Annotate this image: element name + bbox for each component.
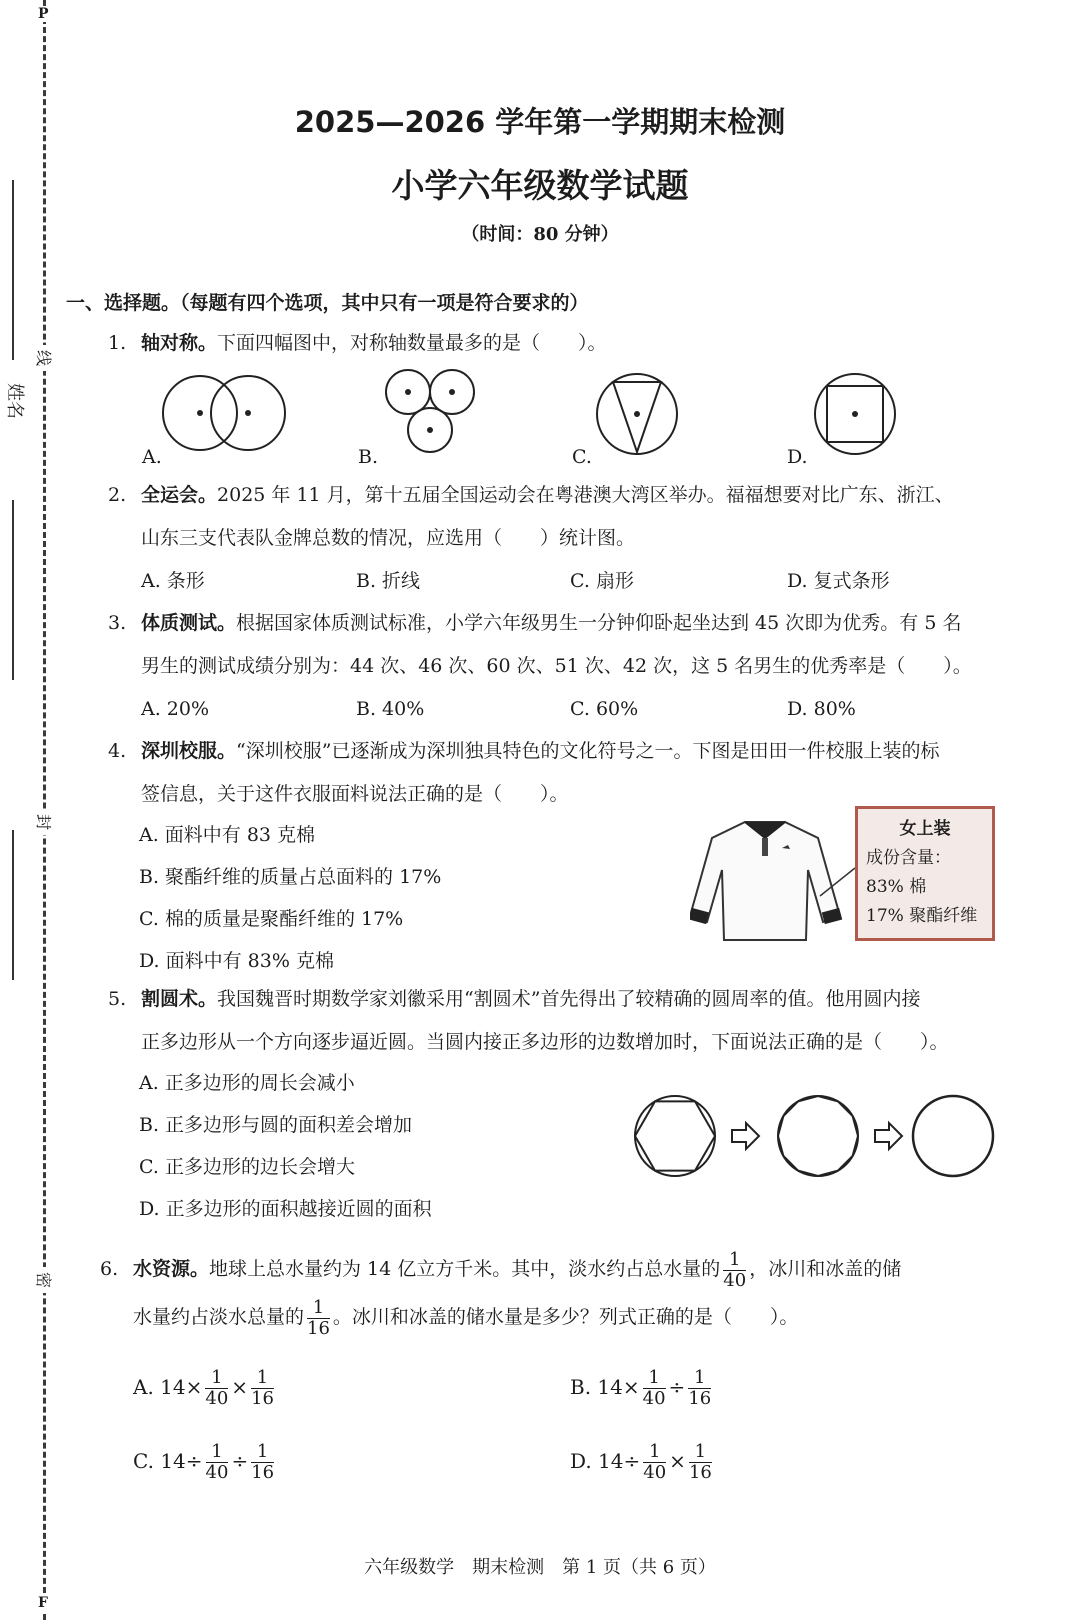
option-label: C. (133, 1449, 154, 1473)
frac-denominator: 16 (251, 1462, 275, 1483)
q6-body1a: 地球上总水量约为 14 亿立方千米。其中，淡水约占总水量的 (209, 1258, 721, 1280)
q4-option-b: B. 聚酯纤维的质量占总面料的 17% (139, 866, 442, 888)
q4-line1 (141, 730, 939, 772)
q6-body2a: 水量约占淡水总量的 (133, 1306, 305, 1328)
q2-number: 2. (108, 484, 127, 506)
frac-denominator: 40 (642, 1388, 666, 1409)
q2-option-c: C. 扇形 (570, 570, 634, 592)
q2-line1 (141, 474, 954, 516)
q5-line2: 正多边形从一个方向逐步逼近圆。当圆内接正多边形的边数增加时，下面说法正确的是（ ）。 (141, 1031, 949, 1053)
tag-line2: 83% 棉 (866, 877, 927, 897)
exam-title: 2025—2026 学年第一学期期末检测 (294, 105, 786, 139)
frac-numerator: 1 (205, 1368, 228, 1389)
name-label: 姓名 (4, 383, 25, 419)
q3-number: 3. (108, 612, 127, 634)
q4-topic: 深圳校服。 (141, 740, 237, 762)
frac-denominator: 40 (205, 1462, 229, 1483)
q1-figure-d (815, 374, 895, 454)
frac-numerator: 1 (251, 1368, 274, 1389)
frac-denominator: 16 (688, 1462, 712, 1483)
school-uniform-illustration (690, 808, 860, 948)
time-note: （时间：80 分钟） (461, 224, 619, 245)
q3-body1: 根据国家体质测试标准，小学六年级男生一分钟仰卧起坐达到 45 次即为优秀。有 5 名 (236, 612, 962, 634)
clothing-label-tag (855, 806, 995, 941)
frac-denominator: 40 (723, 1269, 747, 1291)
q1-body: 下面四幅图中，对称轴数量最多的是（ ）。 (217, 332, 607, 354)
option-lead: 14× (160, 1375, 203, 1399)
q6-line1 (133, 1248, 901, 1291)
option-operator: ÷ (668, 1375, 686, 1399)
q4-number: 4. (108, 740, 127, 762)
frac-numerator: 1 (206, 1442, 229, 1463)
dodecagon-in-circle (778, 1096, 858, 1176)
q2-option-a: A. 条形 (141, 570, 205, 592)
arrow-right-icon (875, 1123, 902, 1149)
near-circle-polygon (913, 1096, 993, 1176)
q2-line2: 山东三支代表队金牌总数的情况，应选用（ ）统计图。 (141, 527, 636, 549)
option-lead: 14× (597, 1375, 640, 1399)
q3-line2: 男生的测试成绩分别为：44 次、46 次、60 次、51 次、42 次，这 5 名男生的优秀率是（ ）。 (141, 655, 972, 677)
q2-option-d: D. 复式条形 (787, 570, 890, 592)
tag-title: 女上装 (899, 819, 951, 839)
q6-topic: 水资源。 (133, 1258, 210, 1280)
q1-option-b: B. (358, 446, 379, 468)
q2-option-b: B. 折线 (356, 570, 421, 592)
option-operator: × (669, 1449, 686, 1473)
tag-line3: 17% 聚酯纤维 (866, 906, 978, 926)
option-label: B. (570, 1375, 592, 1399)
q3-line1 (141, 602, 961, 644)
q1-figure-b (386, 370, 474, 452)
fraction (643, 1442, 666, 1483)
frac-numerator: 1 (689, 1442, 712, 1463)
q6-number: 6. (100, 1258, 119, 1280)
q2-body1: 2025 年 11 月，第十五届全国运动会在粤港澳大湾区举办。福福想要对比广东、浙江、 (217, 484, 954, 506)
arrow-right-icon (732, 1123, 759, 1149)
q4-body1: “深圳校服”已逐渐成为深圳独具特色的文化符号之一。下图是田田一件校服上装的标 (236, 740, 940, 762)
q1-figure-a (163, 376, 285, 450)
fraction (643, 1368, 666, 1409)
option-lead: 14÷ (598, 1449, 641, 1473)
q5-option-b: B. 正多边形与圆的面积差会增加 (139, 1114, 413, 1136)
frac-numerator: 1 (251, 1442, 274, 1463)
q1-topic: 轴对称。 (141, 332, 218, 354)
q4-option-a: A. 面料中有 83 克棉 (139, 824, 316, 846)
q6-fraction-a (723, 1250, 746, 1291)
q2-topic: 全运会。 (141, 484, 218, 506)
frac-numerator: 1 (307, 1298, 330, 1319)
section-heading: 一、选择题。（每题有四个选项，其中只有一项是符合要求的） (66, 292, 589, 314)
tag-line1: 成份含量： (866, 848, 951, 868)
q5-option-a: A. 正多边形的周长会减小 (139, 1072, 355, 1094)
fraction (251, 1368, 274, 1409)
fraction (688, 1368, 711, 1409)
fraction (251, 1442, 274, 1483)
frac-denominator: 16 (307, 1317, 330, 1339)
q1-number: 1. (108, 332, 127, 354)
q5-number: 5. (108, 988, 127, 1010)
frac-denominator: 40 (205, 1388, 229, 1409)
q4-line2: 签信息，关于这件衣服面料说法正确的是（ ）。 (141, 783, 569, 805)
q4-option-d: D. 面料中有 83% 克棉 (139, 950, 334, 972)
q5-topic: 割圆术。 (141, 988, 218, 1010)
q3-option-d: D. 80% (787, 698, 856, 720)
q6-body1b: ，冰川和冰盖的储 (749, 1258, 902, 1280)
page-footer: 六年级数学 期末检测 第 1 页（共 6 页） (364, 1557, 716, 1578)
q3-option-a: A. 20% (141, 698, 210, 720)
name-blank (12, 180, 14, 360)
secret-line-char: 密 (29, 1267, 57, 1293)
q6-option-c (133, 1442, 277, 1483)
option-operator: × (231, 1375, 249, 1399)
frac-denominator: 40 (643, 1462, 667, 1483)
fraction (689, 1442, 712, 1483)
q3-option-b: B. 40% (356, 698, 425, 720)
circle-cutting-diagram (630, 1090, 1000, 1190)
q1-option-a: A. (142, 446, 162, 468)
class-blank (12, 500, 14, 680)
q6-body2b: 。冰川和冰盖的储水量是多少？列式正确的是（ ）。 (332, 1306, 799, 1328)
option-label: A. (133, 1375, 154, 1399)
frac-numerator: 1 (643, 1442, 666, 1463)
frac-numerator: 1 (643, 1368, 666, 1389)
fraction (205, 1368, 228, 1409)
q6-fraction-b (307, 1298, 330, 1339)
hexagon-in-circle (635, 1096, 715, 1176)
frac-denominator: 16 (251, 1388, 274, 1409)
q1-figures (130, 368, 1000, 468)
cut-line-char: 线 (29, 345, 57, 371)
q5-body1: 我国魏晋时期数学家刘徽采用“割圆术”首先得出了较精确的圆周率的值。他用圆内接 (217, 988, 921, 1010)
bottom-edge-mark: F (38, 1595, 48, 1611)
q1-option-c: C. (572, 446, 592, 468)
q5-line1 (141, 978, 920, 1020)
q6-option-a (133, 1368, 277, 1409)
q6-line2 (133, 1296, 798, 1339)
q5-option-d: D. 正多边形的面积越接近圆的面积 (139, 1198, 432, 1220)
option-operator: ÷ (231, 1449, 249, 1473)
q1-text (141, 322, 607, 364)
frac-numerator: 1 (723, 1250, 746, 1271)
q3-topic: 体质测试。 (141, 612, 237, 634)
frac-numerator: 1 (688, 1368, 711, 1389)
seat-blank (12, 830, 14, 980)
seal-line-char: 封 (29, 809, 57, 835)
q1-option-d: D. (787, 446, 808, 468)
option-lead: 14÷ (160, 1449, 203, 1473)
q3-option-c: C. 60% (570, 698, 639, 720)
frac-denominator: 16 (688, 1388, 712, 1409)
top-edge-mark: P (38, 6, 49, 22)
q5-option-c: C. 正多边形的边长会增大 (139, 1156, 355, 1178)
q6-option-d (570, 1442, 715, 1483)
q4-option-c: C. 棉的质量是聚酯纤维的 17% (139, 908, 404, 930)
q1-figure-c (597, 374, 677, 454)
q6-option-b (570, 1368, 714, 1409)
option-label: D. (570, 1449, 592, 1473)
fraction (206, 1442, 229, 1483)
exam-subtitle: 小学六年级数学试题 (391, 166, 689, 205)
